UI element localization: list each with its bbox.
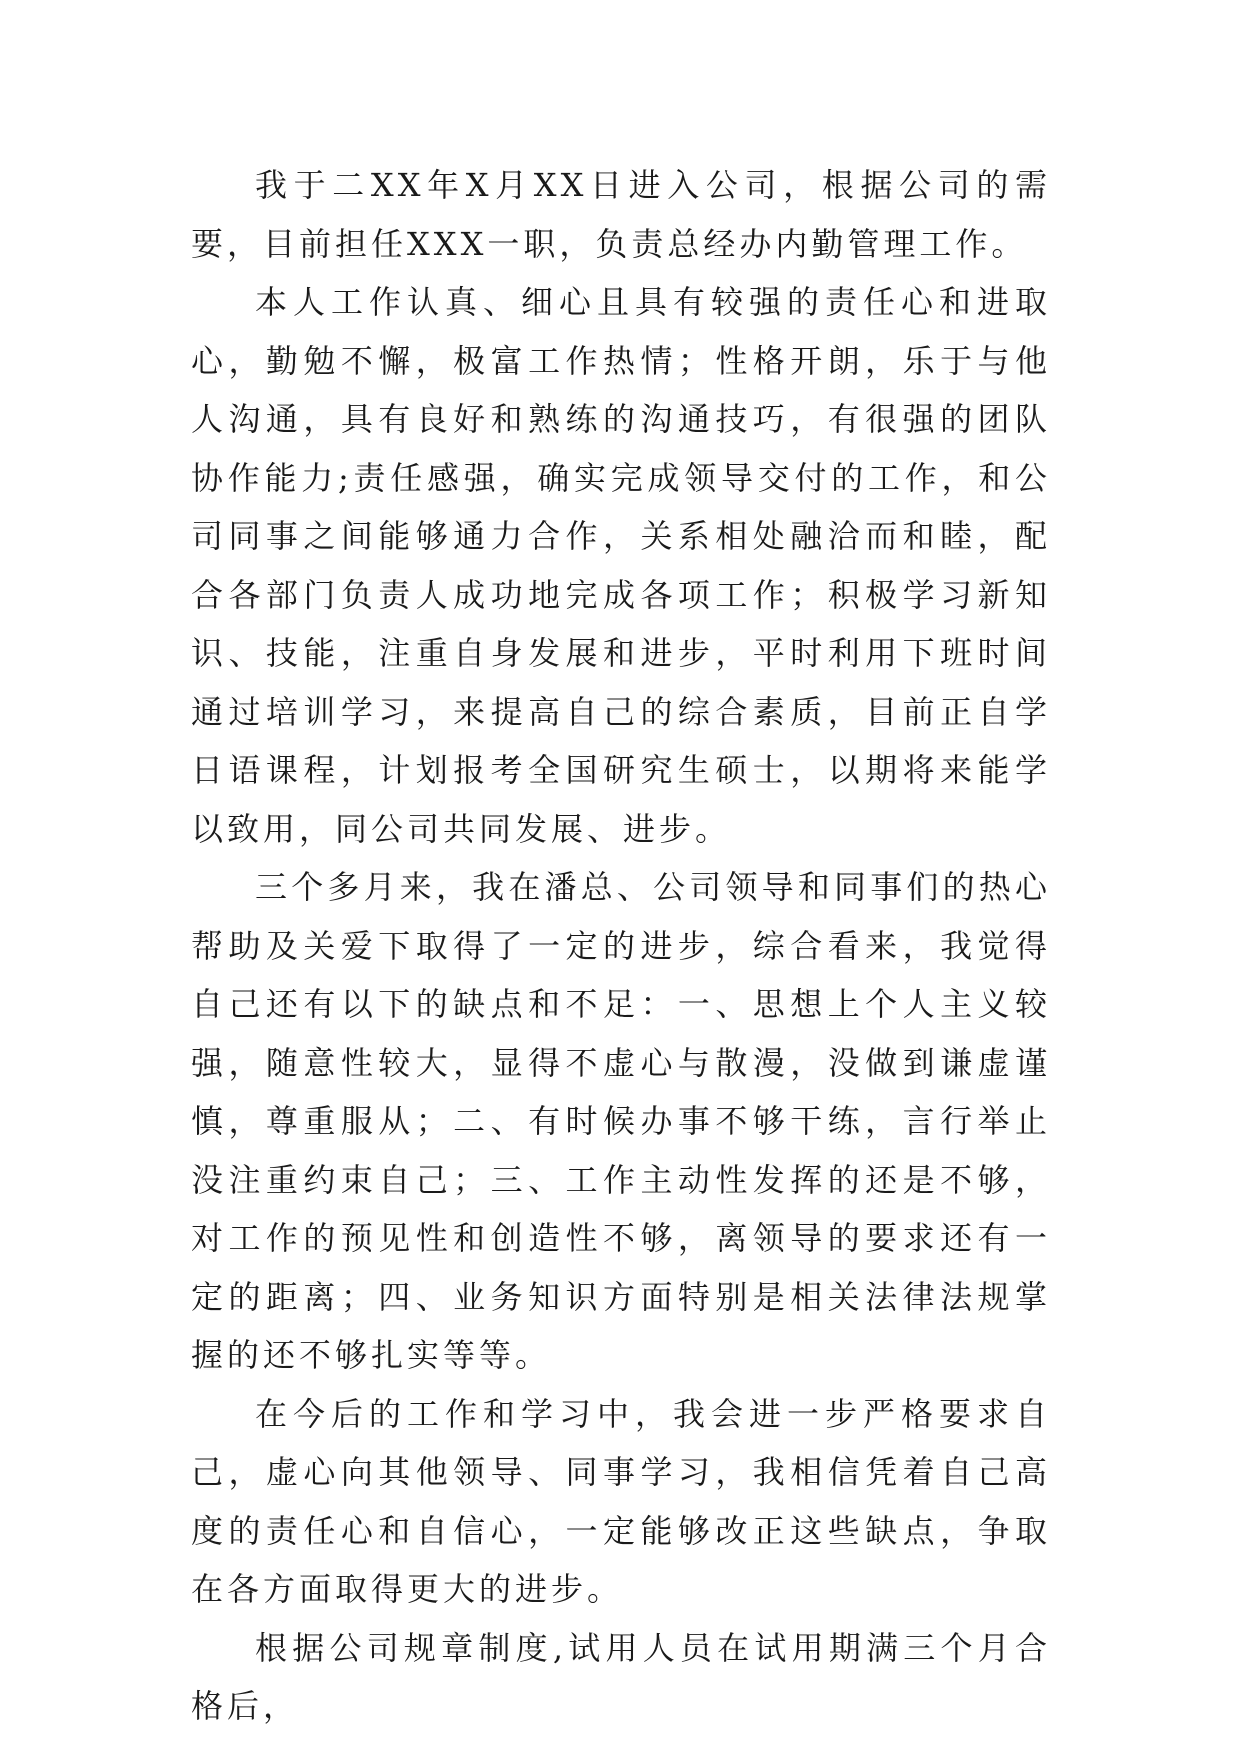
paragraph-shortcomings: 三个多月来，我在潘总、公司领导和同事们的热心帮助及关爱下取得了一定的进步，综合看来，我觉得自己还有以下的缺点和不足：一、思想上个人主义较强，随意性较大，显得不虚心与散漫，没做到谦虚谨慎，尊重服从；二、有时候办事不够干练，言行举止没注重约束自己；三、工作主动性发挥的还是不够，对工作的预见性和创造性不够，离领导的要求还有一定的距离；四、业务知识方面特别是相关法律法规掌握的还不够扎实等等。: [191, 868, 1051, 1374]
paragraph-future-plan: 在今后的工作和学习中，我会进一步严格要求自己，虚心向其他领导、同事学习，我相信凭着自己高度的责任心和自信心，一定能够改正这些缺点，争取在各方面取得更大的进步。: [191, 1394, 1051, 1608]
paragraph-intro: 我于二XX年X月XX日进入公司，根据公司的需要，目前担任XXX一职，负责总经办内勤管理工作。: [191, 166, 1051, 263]
document-body: [191, 156, 1051, 1736]
paragraph-self-assessment: 本人工作认真、细心且具有较强的责任心和进取心，勤勉不懈，极富工作热情；性格开朗，乐于与他人沟通，具有良好和熟练的沟通技巧，有很强的团队协作能力;责任感强，确实完成领导交付的工作，和公司同事之间能够通力合作，关系相处融洽而和睦，配合各部门负责人成功地完成各项工作；积极学习新知识、技能，注重自身发展和进步，平时利用下班时间通过培训学习，来提高自己的综合素质，目前正自学日语课程，计划报考全国研究生硕士，以期将来能学以致用，同公司共同发展、进步。: [191, 283, 1051, 848]
paragraph-regulations: 根据公司规章制度,试用人员在试用期满三个月合格后，: [191, 1628, 1051, 1725]
